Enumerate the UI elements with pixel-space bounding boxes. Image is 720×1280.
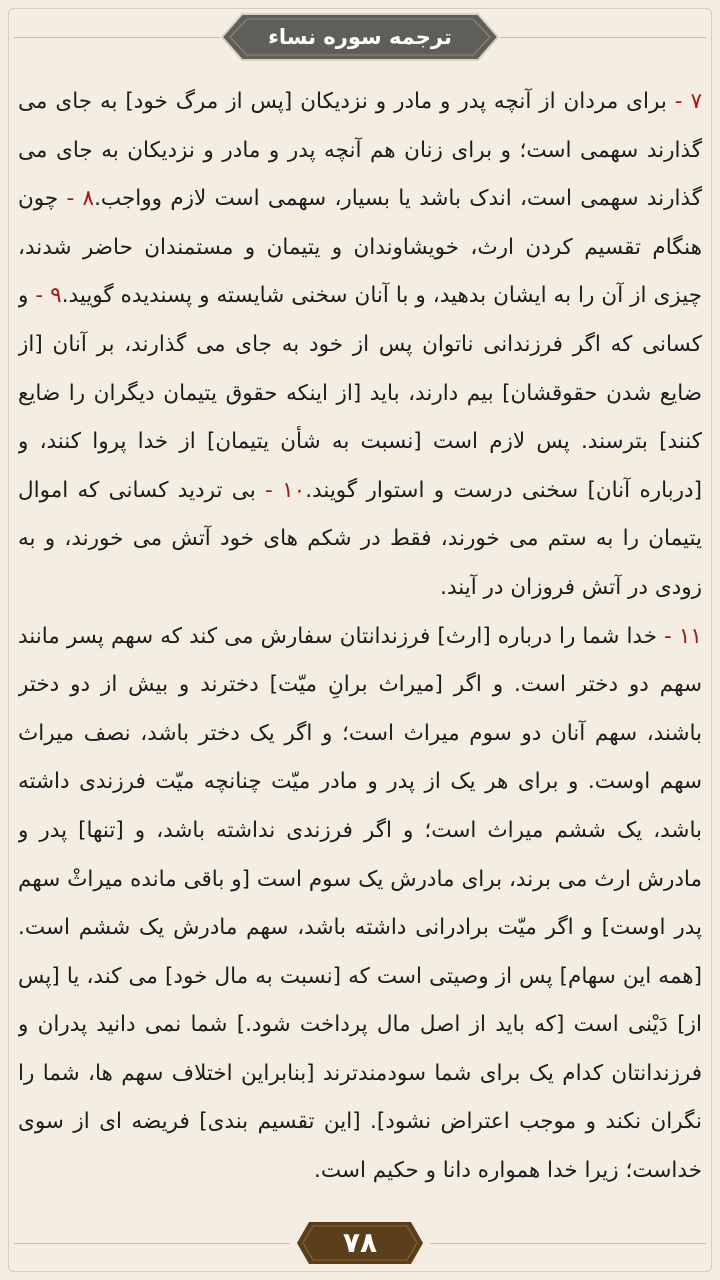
verse-paragraph [18, 78, 702, 613]
verse-body: خدا شما را درباره [ارث] فرزندانتان سفارش می کند که سهم پسر مانند سهم دو دختر است. و اگر [میراث برانِ میّت] دخترند و بیش از دو دختر باشند، سهم آنان دو سوم میراث است؛ و اگر یک دختر باشد، نصف میراث سهم اوست. و برای هر یک از پدر و مادر میّت چنانچه میّت فرزندی داشته باشد، یک ششم میراث است؛ و اگر فرزندی نداشته باشد، و [تنها] پدر و مادرش ارث می برند، برای مادرش یک سوم است [و باقی مانده میراثْ سهم پدر اوست] و اگر میّت برادرانی داشته باشد، سهم مادرش یک ششم است. [همه این سهام] پس از وصیتی است که [نسبت به مال خود] می کند، یا [پس از] دَیْنی است [که باید از اصل مال پرداخت شود.] شما نمی دانید پدران و فرزندانتان کدام یک برای شما سودمندترند [بنابراین اختلاف سهم ها، شما را نگران نکند و موجب اعتراض نشود]. [این تقسیم بندی] فریضه ای از سوی خداست؛ زیرا خدا همواره دانا و حکیم است. [18, 623, 702, 1184]
page-number-tab [295, 1220, 425, 1266]
verse-paragraph [18, 613, 702, 1196]
verse-separator: - [657, 623, 679, 649]
footer-rule-left [14, 1243, 290, 1244]
header-rule-right [500, 37, 706, 38]
verse-separator: - [666, 89, 691, 114]
header-banner [220, 12, 500, 62]
verse-number: ۱۰ [282, 477, 306, 503]
verse-text [18, 78, 702, 1208]
verse-body: بی تردید کسانی که اموال یتیمان را به ستم می خورند، فقط در شکم های خود آتش می خورند، و به زودی در آتش فروزان در آیند. [18, 477, 702, 600]
page-number: ۷۸ [342, 1226, 378, 1259]
verse-number: ۹ [50, 283, 62, 309]
verse-separator: - [58, 186, 83, 212]
verse-number: ۸ [82, 186, 95, 212]
verse-body: برای مردان از آنچه پدر و مادر و نزدیکان [پس از مرگ خود] به جای می گذارند سهمی است؛ و برای زنان هم آنچه پدر و مادر و نزدیکان به جای می گذارند سهمی است، اندک باشد یا بسیار، سهمی است لازم وواجب. [18, 89, 702, 212]
verse-separator: - [28, 283, 51, 309]
page-title: ترجمه سوره نساء [268, 25, 452, 49]
verse-body: چون هنگام تقسیم کردن ارث، خویشاوندان و یتیمان و مستمندان حاضر شدند، چیزی از آن را به ایشان بدهید، و با آنان سخنی شایسته و پسندیده گویید. [18, 186, 702, 309]
verse-number: ۱۱ [678, 623, 702, 649]
verse-separator: - [255, 477, 283, 503]
verse-body: و کسانی که اگر فرزندانی ناتوان پس از خود به جای می گذارند، بر آنان [از ضایع شدن حقوقشان] بیم دارند، باید [از اینکه حقوق یتیمان دیگران را ضایع کنند] بترسند. پس لازم است [نسبت به شأن یتیمان] از خدا پروا کنند، و [درباره آنان] سخنی درست و استوار گویند. [18, 283, 702, 503]
verse-number: ۷ [690, 89, 702, 114]
footer-rule-right [430, 1243, 706, 1244]
header-rule-left [14, 37, 220, 38]
